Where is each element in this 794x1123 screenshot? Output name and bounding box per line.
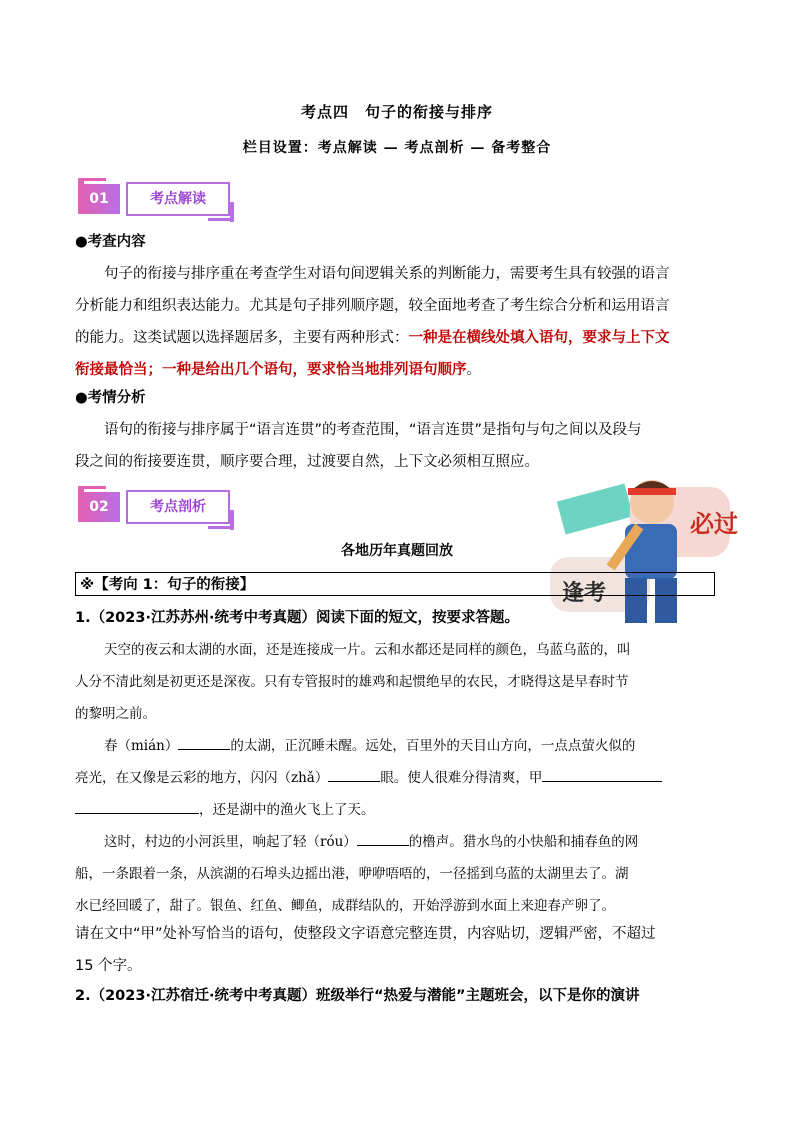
passage-line: 天空的夜云和太湖的水面，还是连接成一片。云和水都还是同样的颜色，乌蓝乌蓝的，叫 [104,642,631,658]
passage-line: 的黎明之前。 [75,706,156,722]
question-head: 1.（2023·江苏苏州·统考中考真题）阅读下面的短文，按要求答题。 [75,610,519,626]
answer-blank[interactable] [542,781,662,782]
badge-number: 01 [78,184,120,214]
paragraph-line: 的能力。这类试题以选择题居多，主要有两种形式：一种是在横线处填入语句，要求与上下文 [75,330,670,346]
badge-label: 考点解读 [126,182,230,216]
section-badge-2 [78,486,238,530]
paragraph-line: 句子的衔接与排序重在考查学生对语句间逻辑关系的判断能力，需要考生具有较强的语言 [104,266,670,282]
answer-blank[interactable] [75,813,199,814]
answer-blank[interactable] [178,749,230,750]
passage-line: 水已经回暖了，甜了。银鱼、红鱼、鲫鱼，成群结队的，开始浮游到水面上来迎春产卵了。 [75,898,615,914]
passage-line: ，还是湖中的渔火飞上了天。 [75,794,375,826]
badge-label: 考点剖析 [126,490,230,524]
passage-line: 人分不清此刻是初更还是深夜。只有专管报时的雄鸡和起惯绝早的农民，才晓得这是早春时节 [75,674,629,690]
passage-line: 船，一条跟着一条，从滨湖的石埠头边摇出港，咿咿唔唔的，一径摇到乌蓝的太湖里去了。湖 [75,866,629,882]
illustration-text: 逢考 [562,580,607,606]
badge-number: 02 [78,492,120,522]
answer-blank[interactable] [357,845,409,846]
section-title: 各地历年真题回放 [341,543,453,559]
answer-blank[interactable] [328,781,380,782]
question-prompt: 请在文中“甲”处补写恰当的语句，使整段文字语意完整连贯，内容贴切，逻辑严密，不超过 [75,926,656,942]
paragraph-line: 语句的衔接与排序属于“语言连贯”的考查范围，“语言连贯”是指句与句之间以及段与 [104,422,642,438]
illustration-text: 必过 [690,509,738,538]
paragraph-line: 衔接最恰当；一种是给出几个语句，要求恰当地排列语句顺序。 [75,362,481,378]
paragraph-line: 分析能力和组织表达能力。尤其是句子排列顺序题，较全面地考查了考生综合分析和运用语言 [75,298,670,314]
passage-line: 春（mián） 的太湖，正沉睡未醒。远处，百里外的天目山方向，一点点萤火似的 [104,738,636,754]
passage-line: 亮光，在又像是云彩的地方，闪闪（zhǎ） 眼。使人很难分得清爽，甲 [75,762,662,794]
question-prompt: 15 个字。 [75,958,142,974]
section-badge-1 [78,178,238,222]
paragraph-line: 段之间的衔接要连贯，顺序要合理，过渡要自然，上下文必须相互照应。 [75,454,539,470]
section-heading: ●考情分析 [75,390,146,406]
topic-box: ※【考向 1：句子的衔接】 [75,572,715,596]
page-title: 考点四 句子的衔接与排序 [300,103,493,121]
section-heading: ●考查内容 [75,234,146,250]
page-subtitle: 栏目设置：考点解读 — 考点剖析 — 备考整合 [242,140,552,156]
passage-line: 这时，村边的小河浜里，响起了轻（róu） 的橹声。猎水鸟的小快船和捕春鱼的网 [104,834,639,850]
question-head: 2.（2023·江苏宿迁·统考中考真题）班级举行“热爱与潜能”主题班会，以下是你的演讲 [75,988,640,1004]
